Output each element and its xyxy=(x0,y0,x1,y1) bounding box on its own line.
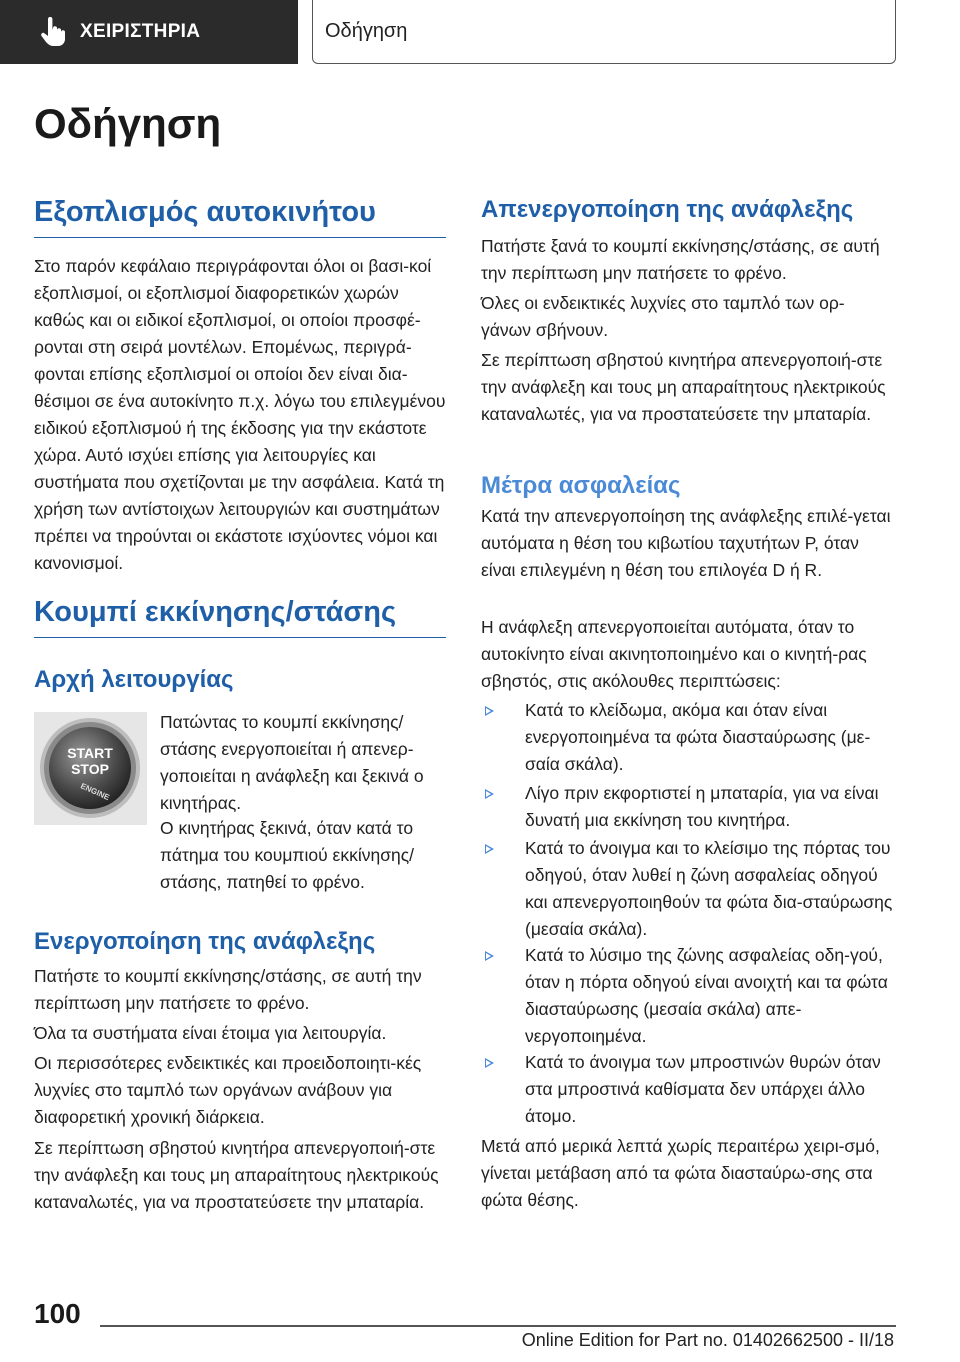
list-item: Λίγο πριν εκφορτιστεί η μπαταρία, για να είναι δυνατή μια εκκίνηση του κινητήρα. xyxy=(481,780,893,834)
triangle-bullet-icon xyxy=(485,1058,494,1068)
section-tab[interactable] xyxy=(0,0,298,64)
paragraph-safety-3: Μετά από μερικά λεπτά χωρίς περαιτέρω χειρι-σμό, γίνεται μετάβαση από τα φώτα διασταύρω-σης στα φώτα θέσης. xyxy=(481,1136,880,1210)
page-number: 100 xyxy=(34,1298,81,1329)
heading-activate-ignition: Ενεργοποίηση της ανάφλεξης xyxy=(34,928,376,955)
paragraph-deactivate-1: Πατήστε ξανά το κουμπί εκκίνησης/στάσης, σε αυτή την περίπτωση μην πατήσετε το φρένο. xyxy=(481,236,880,283)
heading-equipment: Εξοπλισμός αυτοκινήτου xyxy=(34,196,446,238)
breadcrumb-label: Οδήγηση xyxy=(325,20,408,42)
paragraph-activate-3: Οι περισσότερες ενδεικτικές και προειδοποιητι-κές λυχνίες στο ταμπλό των οργάνων ανάβουν για διαφορετική χρονική διάρκεια. xyxy=(34,1053,422,1127)
list-item: Κατά το άνοιγμα και το κλείσιμο της πόρτας του οδηγού, όταν λυθεί η ζώνη ασφαλείας οδηγού και απενεργοποιηθούν τα φώτα δια-σταύρωσης (μεσαία σκάλα). xyxy=(481,835,893,943)
paragraph-safety-2: Η ανάφλεξη απενεργοποιείται αυτόματα, όταν το αυτοκίνητο είναι ακινητοποιημένο και ο κινητή-ρας σβηστός, στις ακόλουθες περιπτώσεις: xyxy=(481,617,867,691)
paragraph-safety-1: Κατά την απενεργοποίηση της ανάφλεξης επιλέ-γεται αυτόματα η θέση του κιβωτίου ταχυτήτων P, όταν είναι επιλεγμένη η θέση του επιλογέα D ή R. xyxy=(481,506,891,580)
heading-start-stop-button: Κουμπί εκκίνησης/στάσης xyxy=(34,596,446,638)
start-stop-button-image xyxy=(34,712,147,825)
footer-divider xyxy=(100,1325,896,1327)
paragraph-activate-4: Σε περίπτωση σβηστού κινητήρα απενεργοποιή-στε την ανάφλεξη και τους μη απαραίτητους ηλεκτρικούς καταναλωτές, για να προστατεύσετε την μπαταρία. xyxy=(34,1138,439,1212)
svg-text:START: START xyxy=(67,745,113,761)
paragraph-deactivate-3: Σε περίπτωση σβηστού κινητήρα απενεργοποιή-στε την ανάφλεξη και τους μη απαραίτητους ηλεκτρικούς καταναλωτές, για να προστατεύσετε την μπαταρία. xyxy=(481,350,886,424)
paragraph-activate-2: Όλα τα συστήματα είναι έτοιμα για λειτουργία. xyxy=(34,1023,387,1043)
list-item: Κατά το λύσιμο της ζώνης ασφαλείας οδη-γού, όταν η πόρτα οδηγού είναι ανοιχτή και τα φώτα διασταύρωσης (μεσαία σκάλα) απε-νεργοποιημένα. xyxy=(481,942,893,1050)
hand-pointer-icon xyxy=(40,17,66,47)
triangle-bullet-icon xyxy=(485,789,494,799)
paragraph-activate-1: Πατήστε το κουμπί εκκίνησης/στάσης, σε αυτή την περίπτωση μην πατήσετε το φρένο. xyxy=(34,966,422,1013)
heading-deactivate-ignition: Απενεργοποίηση της ανάφλεξης xyxy=(481,196,854,223)
paragraph-principle-1: Πατώντας το κουμπί εκκίνησης/ στάσης ενεργοποιείται ή απενερ-γοποιείται η ανάφλεξη και ξεκινά ο κινητήρας. xyxy=(160,712,424,813)
triangle-bullet-icon xyxy=(485,951,494,961)
breadcrumb[interactable] xyxy=(312,0,896,64)
start-stop-button-icon xyxy=(34,712,147,825)
triangle-bullet-icon xyxy=(485,706,494,716)
paragraph-equipment: Στο παρόν κεφάλαιο περιγράφονται όλοι οι βασι-κοί εξοπλισμοί, οι εξοπλισμοί διαφορετικών χωρών καθώς και οι ειδικοί εξοπλισμοί, οι οποίοι προσφέ-ρονται στη σειρά μοντέλων. Επομένως, περιγρά-φονται επίσης εξοπλισμοί οι οποίοι δεν είναι δια-θέσιμοι σε ένα αυτοκίνητο π.χ. λόγω του επιλεγμένου ειδικού εξοπλισμού ή της έκδοσης για την εκάστοτε χώρα. Αυτό ισχύει επίσης για λειτουργίες και συστήματα που σχετίζονται με την ασφάλεια. Κατά τη χρήση των αντίστοιχων λειτουργιών και συστημάτων πρέπει να τηρούνται οι εκάστοτε ισχύοντες νόμοι και κανονισμοί. xyxy=(34,256,446,573)
edition-note: Online Edition for Part no. 01402662500 - II/18 xyxy=(521,1330,894,1350)
paragraph-principle-2a: Ο κινητήρας ξεκινά, όταν κατά το πάτημα του κουμπιού εκκίνησης/στάσης, πατηθεί το φρένο. xyxy=(160,818,415,892)
page-title: Οδήγηση xyxy=(34,100,222,147)
list-item: Κατά το άνοιγμα των μπροστινών θυρών όταν στα μπροστινά καθίσματα δεν υπάρχει άλλο άτομο. xyxy=(481,1049,893,1130)
list-item: Κατά το κλείδωμα, ακόμα και όταν είναι ενεργοποιημένα τα φώτα διασταύρωσης (με-σαία σκάλα). xyxy=(481,697,893,778)
heading-safety: Μέτρα ασφαλείας xyxy=(481,472,681,499)
triangle-bullet-icon xyxy=(485,844,494,854)
heading-principle: Αρχή λειτουργίας xyxy=(34,666,234,693)
svg-text:STOP: STOP xyxy=(71,761,109,777)
svg-text:ENGINE: ENGINE xyxy=(79,781,111,803)
paragraph-deactivate-2: Όλες οι ενδεικτικές λυχνίες στο ταμπλό των ορ-γάνων σβήνουν. xyxy=(481,293,845,340)
section-tab-label: ΧΕΙΡΙΣΤΗΡΙΑ xyxy=(80,21,201,42)
